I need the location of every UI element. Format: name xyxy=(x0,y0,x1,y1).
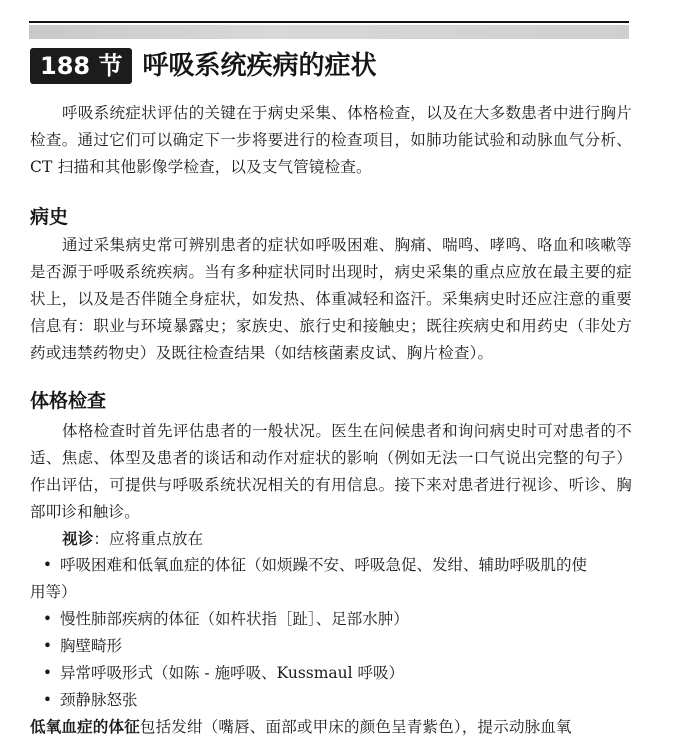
history-heading: 病史 xyxy=(30,206,69,228)
inspection-text: ：应将重点放在 xyxy=(93,530,204,548)
history-paragraph: 通过采集病史常可辨别患者的症状如呼吸困难、胸痛、喘鸣、哮鸣、咯血和咳嗽等是否源于呼吸系统疾病。当有多种症状同时出现时，病史采集的重点应放在最主要的症状上，以及是否伴随全身症状，如发热、体重减轻和盗汗。采集病史时还应注意的重要信息有：职业与环境暴露史；家族史、旅行史和接触史；既往疾病史和用药史（非处方药或违禁药物史）及既往检查结果（如结核菌素皮试、胸片检查）。 xyxy=(30,236,632,362)
intro-paragraph: 呼吸系统症状评估的关键在于病史采集、体格检查，以及在大多数患者中进行胸片检查。通过它们可以确定下一步将要进行的检查项目，如肺功能试验和动脉血气分析、CT 扫描和其他影像学检查，以及支气管镜检查。 xyxy=(30,104,632,176)
list-item xyxy=(30,687,632,714)
section-title-row xyxy=(30,48,376,84)
bullet-text: 慢性肺部疾病的体征（如杵状指［趾］、足部水肿） xyxy=(60,610,409,628)
inspection-bullet-list xyxy=(30,552,632,714)
list-item xyxy=(30,660,632,687)
bullet-text: 异常呼吸形式（如陈 - 施呼吸、Kussmaul 呼吸） xyxy=(60,664,405,682)
exam-heading: 体格检查 xyxy=(30,390,107,412)
inspection-line xyxy=(30,526,632,553)
bullet-text: 胸壁畸形 xyxy=(60,637,123,655)
bullet-icon: • xyxy=(42,637,52,655)
header-band xyxy=(29,25,629,39)
exam-paragraph: 体格检查时首先评估患者的一般状况。医生在问候患者和询问病史时可对患者的不适、焦虑、体型及患者的谈话和动作对症状的影响（例如无法一口气说出完整的句子）作出评估，可提供与呼吸系统状况相关的有用信息。接下来对患者进行视诊、听诊、胸部叩诊和触诊。 xyxy=(30,422,632,521)
list-item xyxy=(30,552,632,606)
hypoxemia-label: 低氧血症的体征 xyxy=(30,718,140,736)
list-item xyxy=(30,606,632,633)
bullet-icon: • xyxy=(42,610,52,628)
section-title: 呼吸系统疾病的症状 xyxy=(142,51,377,81)
hypoxemia-line xyxy=(30,714,632,741)
top-rule xyxy=(29,21,629,23)
bullet-icon: • xyxy=(42,664,52,682)
bullet-text: 呼吸困难和低氧血症的体征（如烦躁不安、呼吸急促、发绀、辅助呼吸肌的使 xyxy=(60,556,588,574)
hypoxemia-text: 包括发绀（嘴唇、面部或甲床的颜色呈青紫色），提示动脉血氧 xyxy=(139,718,572,736)
bullet-icon: • xyxy=(42,691,52,709)
section-number-badge: 188 节 xyxy=(30,48,132,84)
bullet-text: 颈静脉怒张 xyxy=(60,691,138,709)
list-item xyxy=(30,633,632,660)
bullet-continuation: 用等） xyxy=(30,583,77,601)
inspection-label: 视诊 xyxy=(62,530,94,548)
bullet-icon: • xyxy=(42,556,52,574)
